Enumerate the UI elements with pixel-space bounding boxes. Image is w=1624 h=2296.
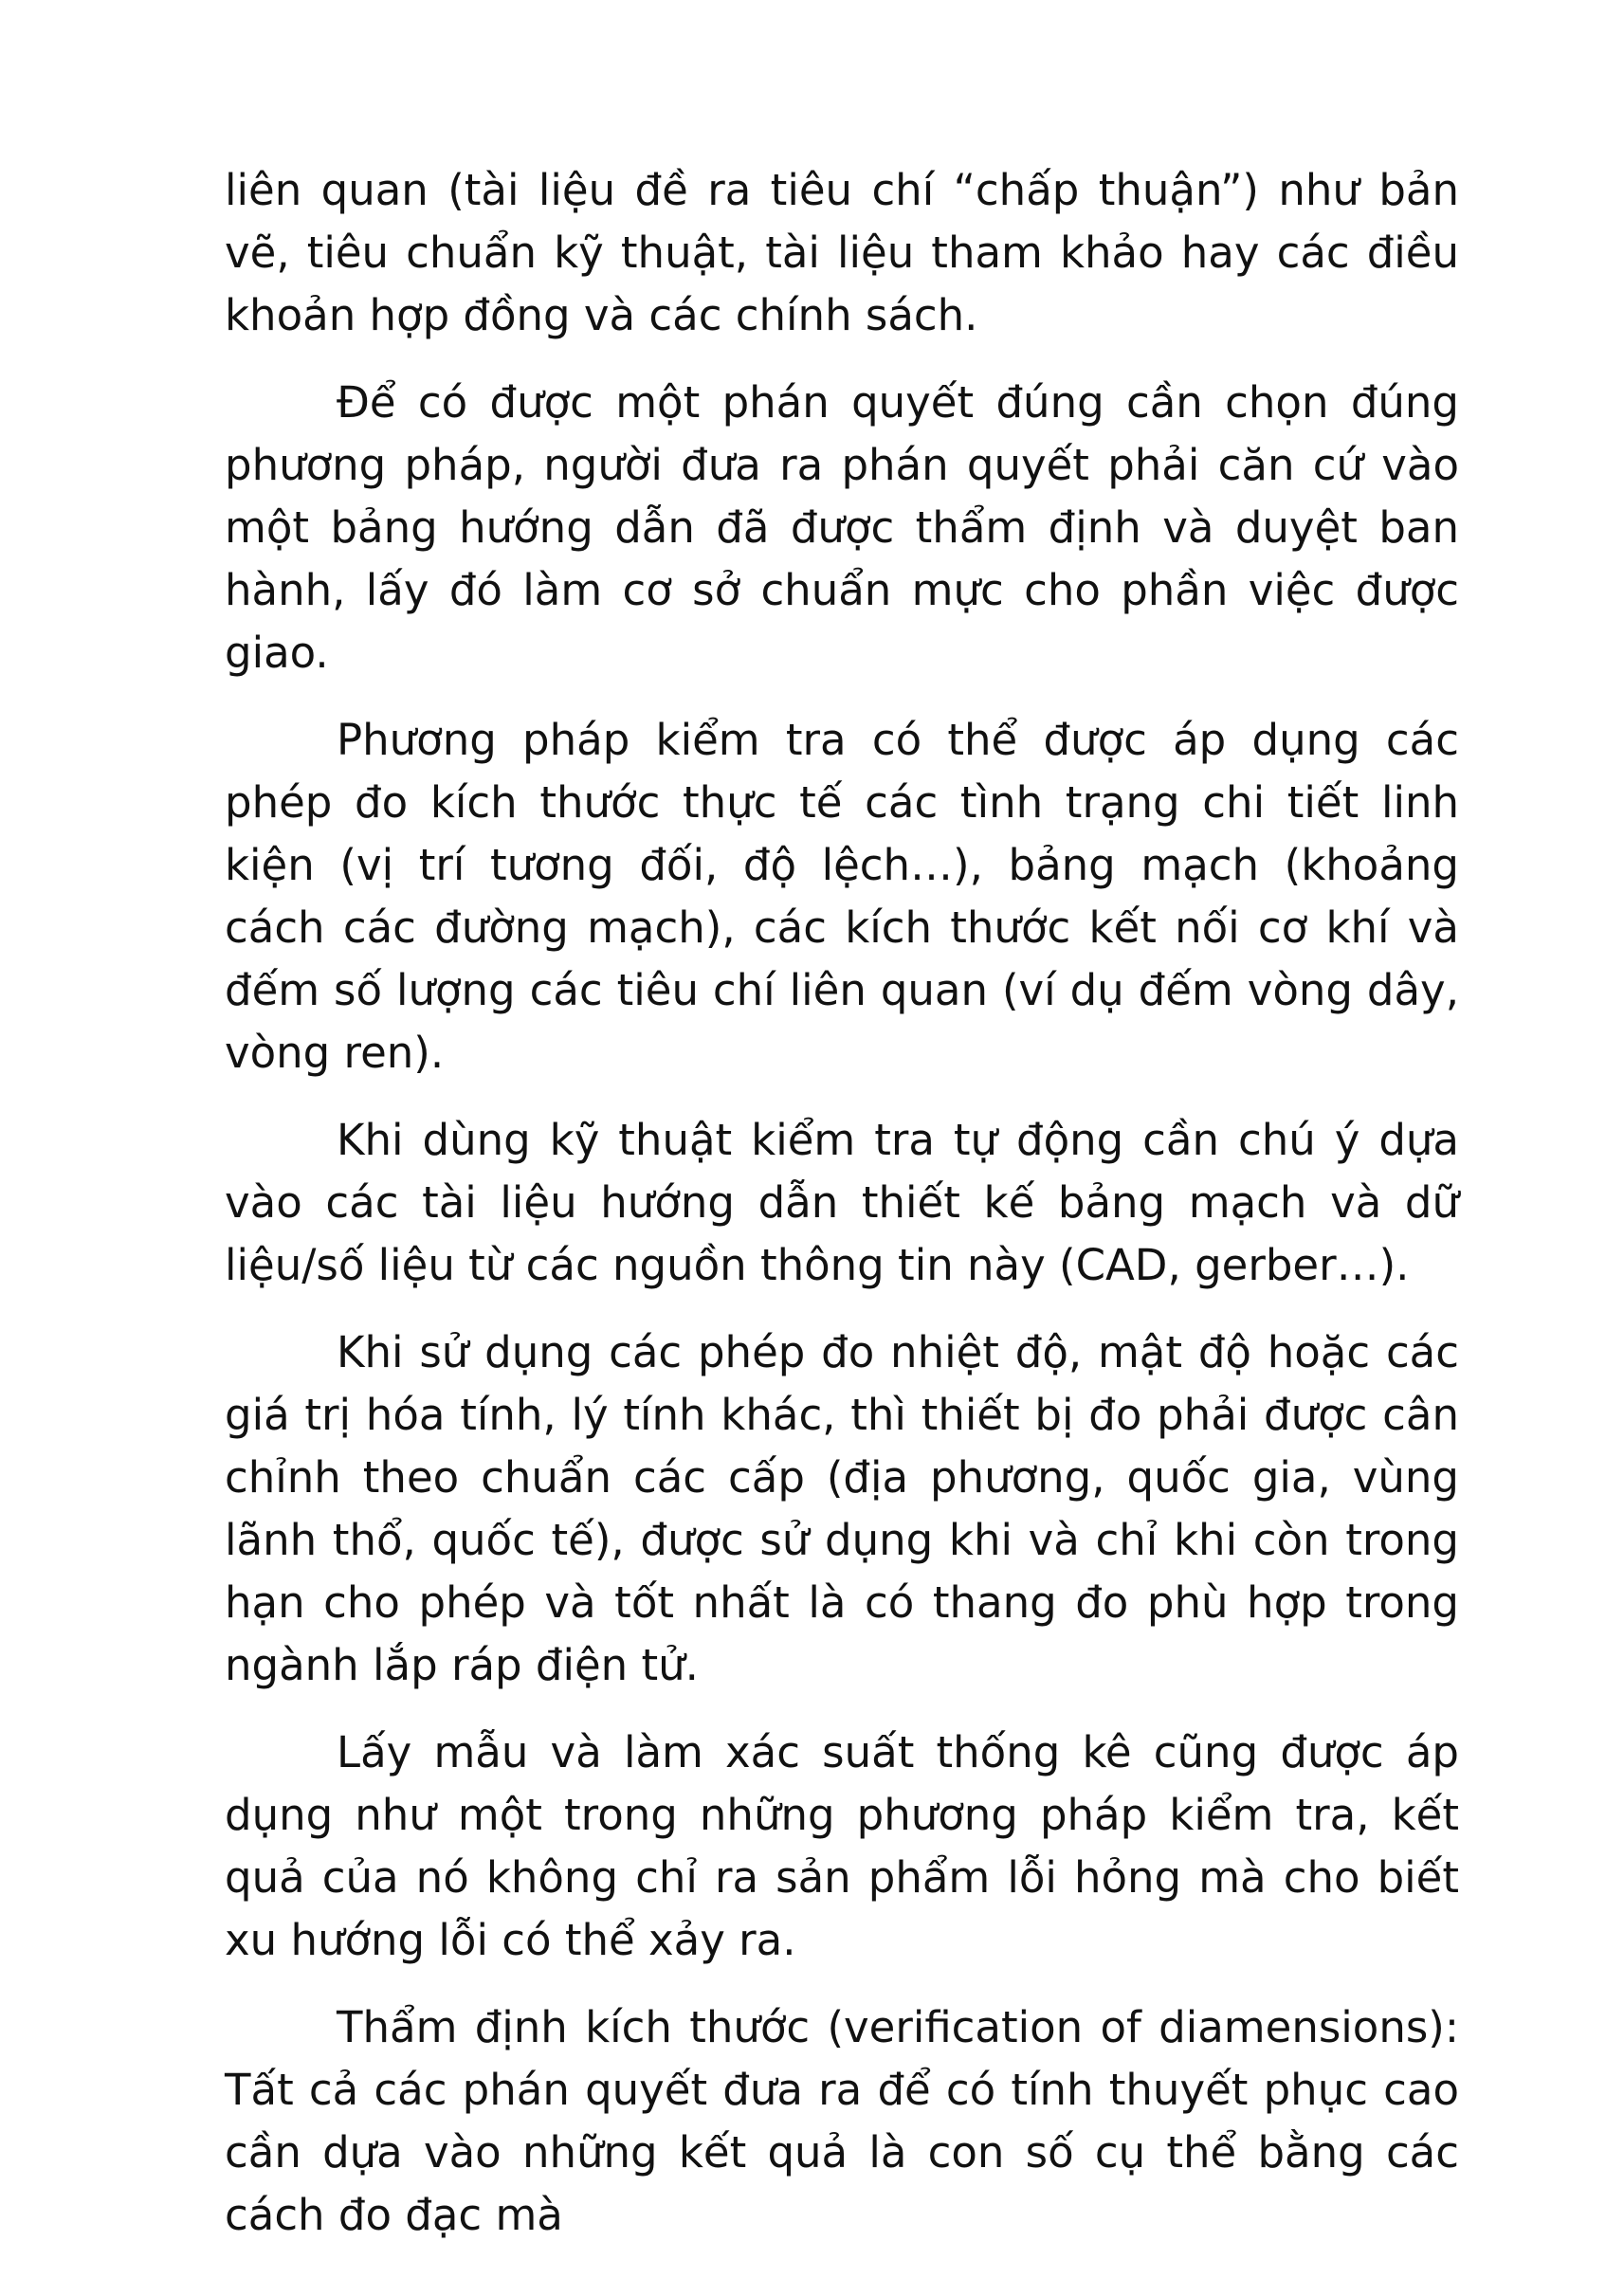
paragraph-7: Thẩm định kích thước (verification of diamensions): Tất cả các phán quyết đưa ra để có tính thuyết phục cao cần dựa vào những kết quả là con số cụ thể bằng các cách đo đạc mà xyxy=(225,2002,1459,2240)
paragraph-2: Để có được một phán quyết đúng cần chọn đúng phương pháp, người đưa ra phán quyết phải căn cứ vào một bảng hướng dẫn đã được thẩm định và duyệt ban hành, lấy đó làm cơ sở chuẩn mực cho phần việc được giao. xyxy=(225,377,1459,678)
paragraph-6: Lấy mẫu và làm xác suất thống kê cũng được áp dụng như một trong những phương pháp kiểm tra, kết quả của nó không chỉ ra sản phẩm lỗi hỏng mà cho biết xu hướng lỗi có thể xảy ra. xyxy=(225,1727,1459,1965)
paragraph-3: Phương pháp kiểm tra có thể được áp dụng các phép đo kích thước thực tế các tình trạng chi tiết linh kiện (vị trí tương đối, độ lệch…), bảng mạch (khoảng cách các đường mạch), các kích thước kết nối cơ khí và đếm số lượng các tiêu chí liên quan (ví dụ đếm vòng dây, vòng ren). xyxy=(225,715,1459,1078)
paragraph-5: Khi sử dụng các phép đo nhiệt độ, mật độ hoặc các giá trị hóa tính, lý tính khác, thì thiết bị đo phải được cân chỉnh theo chuẩn các cấp (địa phương, quốc gia, vùng lãnh thổ, quốc tế), được sử dụng khi và chỉ khi còn trong hạn cho phép và tốt nhất là có thang đo phù hợp trong ngành lắp ráp điện tử. xyxy=(225,1327,1459,1690)
paragraph-1: liên quan (tài liệu đề ra tiêu chí “chấp thuận”) như bản vẽ, tiêu chuẩn kỹ thuật, tài liệu tham khảo hay các điều khoản hợp đồng và các chính sách. xyxy=(225,165,1459,340)
paragraph-4: Khi dùng kỹ thuật kiểm tra tự động cần chú ý dựa vào các tài liệu hướng dẫn thiết kế bảng mạch và dữ liệu/số liệu từ các nguồn thông tin này (CAD, gerber…). xyxy=(225,1115,1459,1290)
document-page xyxy=(225,159,1459,2271)
